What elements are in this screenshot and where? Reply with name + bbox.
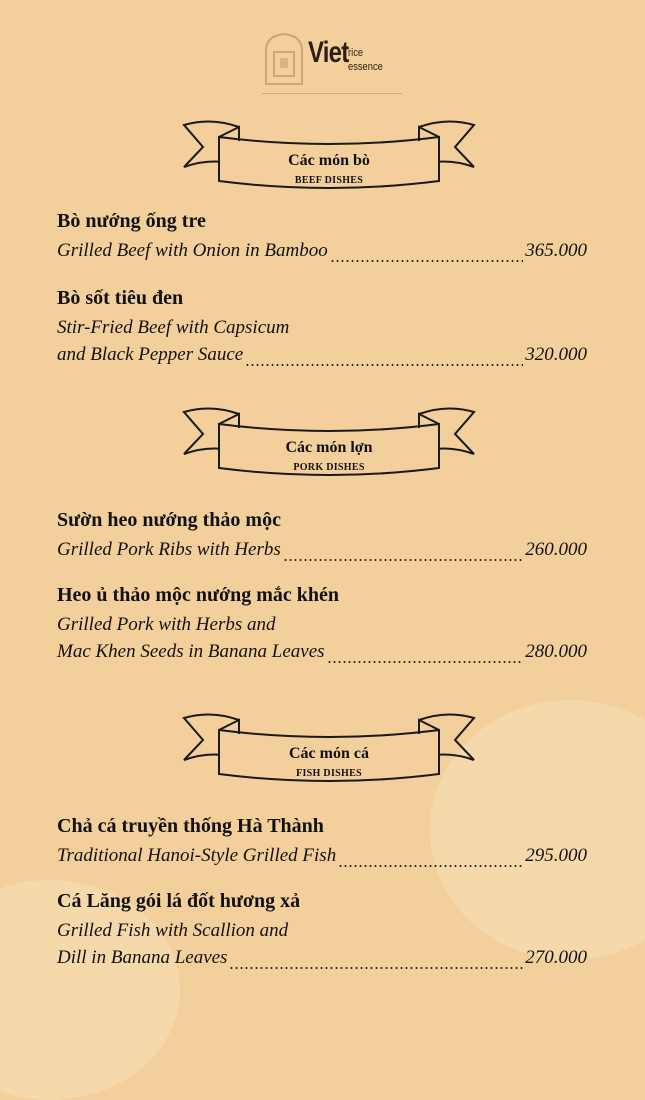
dish-name-vi: Cá Lăng gói lá đốt hương xả [57,890,301,912]
dot-leader [327,650,524,664]
brand-logo [262,30,402,90]
section-banner-beef [181,117,477,201]
dish-name-en: and Black Pepper Sauce [57,344,244,365]
dish-name-en: Grilled Pork with Herbs and [57,614,276,635]
section-title-en: FISH DISHES [296,768,362,779]
section-banner-fish [181,710,477,794]
dot-leader [283,548,523,562]
dish-description-line [57,944,587,971]
dish-name-en: Traditional Hanoi-Style Grilled Fish [57,845,337,866]
dot-leader [338,854,523,868]
dish-name-vi: Bò nướng ống tre [57,210,206,232]
dish-description-line [57,237,587,264]
dot-leader [330,249,524,263]
dish-name-en: Grilled Fish with Scallion and [57,920,289,941]
section-title-vi: Các món bò [288,152,370,169]
dish-price: 260.000 [525,539,587,560]
dish-name-vi: Heo ủ thảo mộc nướng mắc khén [57,584,339,606]
menu-item [57,889,587,971]
dish-name-vi: Bò sốt tiêu đen [57,287,184,309]
dish-name-en: Grilled Beef with Onion in Bamboo [57,240,328,261]
logo-divider [262,93,402,94]
dish-description-line [57,638,587,665]
dish-name-vi: Sườn heo nướng thảo mộc [57,509,281,531]
section-banner-pork [181,404,477,488]
dish-description-line [57,611,587,638]
logo-sub-bottom: essence [348,61,383,73]
dish-name-en: Grilled Pork Ribs with Herbs [57,539,281,560]
dish-description-line [57,842,587,869]
section-title-en: BEEF DISHES [294,175,364,186]
dish-description-line [57,917,587,944]
section-title-en: PORK DISHES [293,462,365,473]
dish-name-en: Dill in Banana Leaves [57,947,228,968]
menu-item [57,286,587,368]
dish-description-line [57,536,587,563]
dish-price: 270.000 [525,947,587,968]
menu-item [57,508,587,563]
dish-description-line [57,341,587,368]
dot-leader [245,353,523,367]
dish-price: 320.000 [525,344,587,365]
section-title-vi: Các món cá [289,745,369,762]
dish-name-vi: Chả cá truyền thống Hà Thành [57,815,324,837]
logo-sub-top: rice [348,47,364,59]
dish-description-line [57,314,587,341]
menu-item [57,583,587,665]
section-title-vi: Các món lợn [285,439,373,456]
menu-item [57,209,587,264]
dish-name-en: Mac Khen Seeds in Banana Leaves [57,641,325,662]
dot-leader [229,956,523,970]
dish-price: 365.000 [525,240,587,261]
dish-name-en: Stir-Fried Beef with Capsicum [57,317,290,338]
dish-price: 295.000 [525,845,587,866]
dish-price: 280.000 [525,641,587,662]
menu-item [57,814,587,869]
logo-emblem-icon [262,30,306,86]
logo-word: Viet [308,36,349,69]
